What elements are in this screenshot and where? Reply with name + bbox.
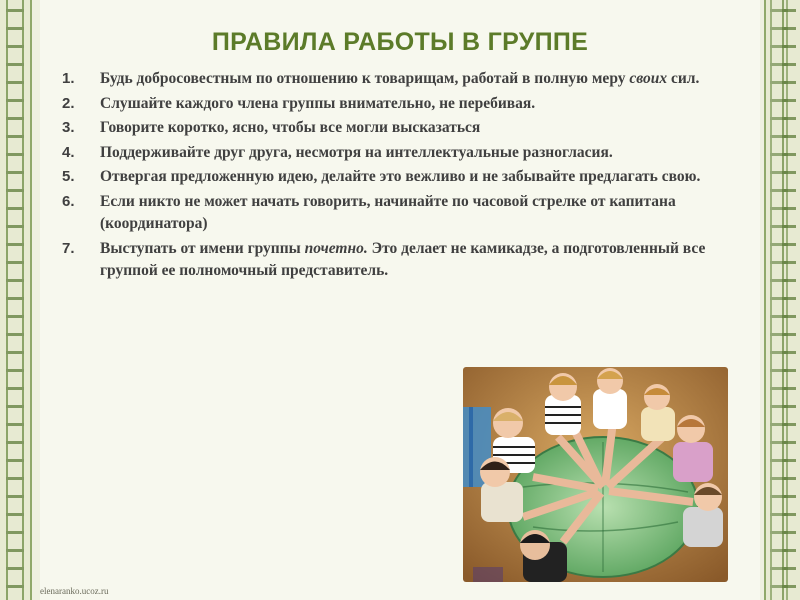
children-circle-photo: [463, 367, 728, 582]
rule-text: Поддерживайте друг друга, несмотря на интеллектуальные разногласия.: [100, 143, 613, 161]
rule-text: Если никто не может начать говорить, начинайте по часовой стрелке от капитана (координатора): [100, 192, 676, 232]
slide-title: ПРАВИЛА РАБОТЫ В ГРУППЕ: [211, 28, 589, 56]
rule-item: [60, 68, 720, 91]
rule-item: [60, 117, 720, 140]
rule-text: Отвергая предложенную идею, делайте это вежливо и не забывайте предлагать свою.: [100, 168, 701, 185]
rule-text: Будь добросовестным по отношению к товарищам, работай в полную меру: [100, 70, 630, 87]
rule-item: [60, 93, 720, 116]
left-border-pattern: [6, 0, 24, 600]
rule-item: [60, 142, 720, 165]
rule-number: 6.: [62, 192, 75, 210]
left-decorative-border: [0, 0, 32, 600]
rule-text-end: Это делает не камикадзе, а подготовленный все группой ее полномочный представитель.: [100, 239, 706, 279]
right-decorative-border: [764, 0, 800, 600]
rule-item: [60, 166, 720, 189]
rule-item: [60, 191, 720, 236]
rule-number: 2.: [62, 94, 75, 112]
rule-number: 4.: [62, 143, 75, 161]
site-credit: elenaranko.ucoz.ru: [40, 586, 109, 596]
rule-number: 1.: [62, 70, 75, 87]
rule-number: 5.: [62, 168, 75, 185]
rule-emphasis: почетно.: [304, 239, 368, 257]
rule-emphasis: своих: [629, 70, 668, 87]
children-photo-illustration: [463, 367, 728, 582]
rule-number: 3.: [62, 119, 75, 136]
rule-text-end: сил.: [667, 70, 700, 87]
rule-text: Выступать от имени группы: [100, 239, 305, 257]
rule-text: Слушайте каждого члена группы внимательно, не перебивая.: [100, 94, 536, 112]
rules-list: [60, 68, 720, 285]
rule-number: 7.: [62, 239, 75, 257]
rule-item: [60, 238, 720, 283]
rule-text: Говорите коротко, ясно, чтобы все могли высказаться: [100, 119, 481, 136]
right-border-pattern-2: [782, 0, 796, 600]
